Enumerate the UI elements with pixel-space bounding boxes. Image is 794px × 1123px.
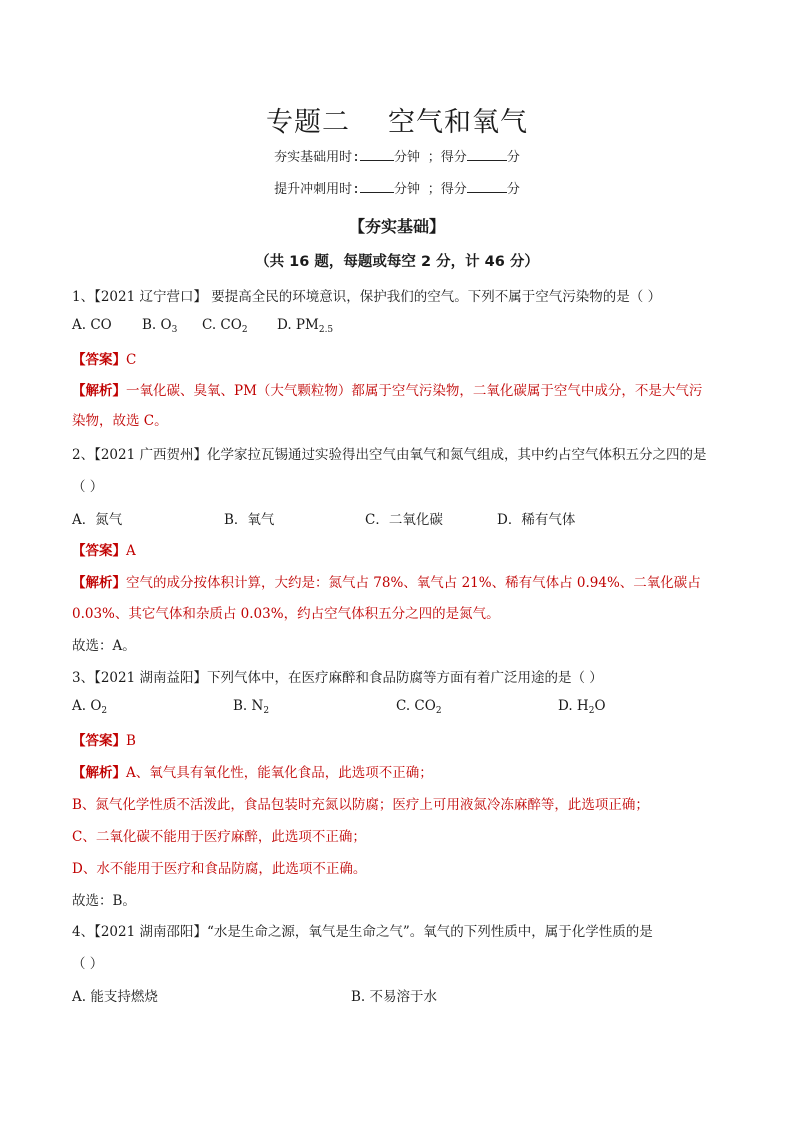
q2-conclusion: 故选：A。 bbox=[72, 638, 136, 654]
q1-option-a: A. CO bbox=[72, 317, 112, 333]
q1-option-b: B. $O_3$ bbox=[142, 317, 178, 335]
q1-option-c: C. $CO_2$ bbox=[202, 317, 248, 335]
q3-analysis-c: C、二氧化碳不能用于医疗麻醉，此选项不正确； bbox=[72, 829, 366, 845]
time-blank bbox=[360, 149, 394, 161]
q3-option-b: B. $N_2$ bbox=[233, 698, 270, 716]
page-title bbox=[0, 100, 794, 139]
q2-analysis: 【解析】空气的成分按体积计算，大约是：氮气占 78%、氧气占 21%、稀有气体占 0.94%、二氧化碳占 bbox=[72, 575, 701, 591]
q4-stem: 4、【2021 湖南邵阳】“水是生命之源，氧气是生命之气”。氧气的下列性质中，属于化学性质的是 bbox=[72, 924, 653, 940]
title-part1: 专题二 bbox=[266, 107, 350, 138]
q1-stem: 1、【2021 辽宁营口】 要提高全民的环境意识，保护我们的空气。下列不属于空气污染物的是（ ） bbox=[72, 289, 662, 305]
q4-stem-cont: （ ） bbox=[72, 956, 104, 972]
q3-option-c: C. $CO_2$ bbox=[396, 698, 442, 716]
q1-answer: 【答案】C bbox=[72, 352, 137, 368]
q4-option-a: A. 能支持燃烧 bbox=[72, 989, 158, 1005]
score-blank bbox=[467, 149, 507, 161]
title-part2: 空气和氧气 bbox=[388, 107, 528, 138]
q3-option-a: A. $O_2$ bbox=[72, 698, 108, 716]
q2-answer: 【答案】A bbox=[72, 543, 136, 559]
time-record-advanced: 提升冲刺用时: 分钟 ；得分 分 bbox=[274, 182, 520, 197]
q2-option-c: C．二氧化碳 bbox=[365, 512, 443, 528]
q1-analysis: 【解析】一氧化碳、臭氧、PM（大气颗粒物）都属于空气污染物，二氧化碳属于空气中成分，不是大气污 bbox=[72, 383, 703, 399]
q2-option-b: B．氧气 bbox=[224, 512, 275, 528]
q3-analysis: 【解析】A、氧气具有氧化性，能氧化食品，此选项不正确； bbox=[72, 765, 433, 781]
q3-conclusion: 故选：B。 bbox=[72, 893, 136, 909]
q1-option-d: D. $PM_{2.5}$ bbox=[277, 317, 334, 335]
q2-option-a: A．氮气 bbox=[72, 512, 123, 528]
time-blank bbox=[360, 181, 394, 193]
q3-analysis-d: D、水不能用于医疗和食品防腐，此选项不正确。 bbox=[72, 861, 367, 877]
time-record-basic: 夯实基础用时: 分钟 ；得分 分 bbox=[274, 150, 520, 165]
q2-option-d: D．稀有气体 bbox=[497, 512, 576, 528]
q3-analysis-b: B、氮气化学性质不活泼此，食品包装时充氮以防腐；医疗上可用液氮冷冻麻醉等，此选项正确； bbox=[72, 797, 649, 813]
q2-stem: 2、【2021 广西贺州】化学家拉瓦锡通过实验得出空气由氧气和氮气组成，其中约占空气体积五分之四的是 bbox=[72, 447, 707, 463]
q2-analysis-cont: 0.03%、其它气体和杂质占 0.03%，约占空气体积五分之四的是氮气。 bbox=[72, 606, 500, 622]
q3-option-d: D. $H_2O$ bbox=[558, 698, 606, 716]
q1-analysis-cont: 染物，故选 C。 bbox=[72, 413, 168, 429]
section-title: 【夯实基础】 bbox=[348, 217, 445, 236]
q2-stem-cont: （ ） bbox=[72, 479, 104, 495]
section-subtitle: （共 16 题，每题或每空 2 分，计 46 分） bbox=[255, 254, 539, 270]
score-blank bbox=[467, 181, 507, 193]
q4-option-b: B. 不易溶于水 bbox=[351, 989, 438, 1005]
q3-stem: 3、【2021 湖南益阳】下列气体中，在医疗麻醉和食品防腐等方面有着广泛用途的是（ ） bbox=[72, 670, 603, 686]
q3-answer: 【答案】B bbox=[72, 733, 136, 749]
